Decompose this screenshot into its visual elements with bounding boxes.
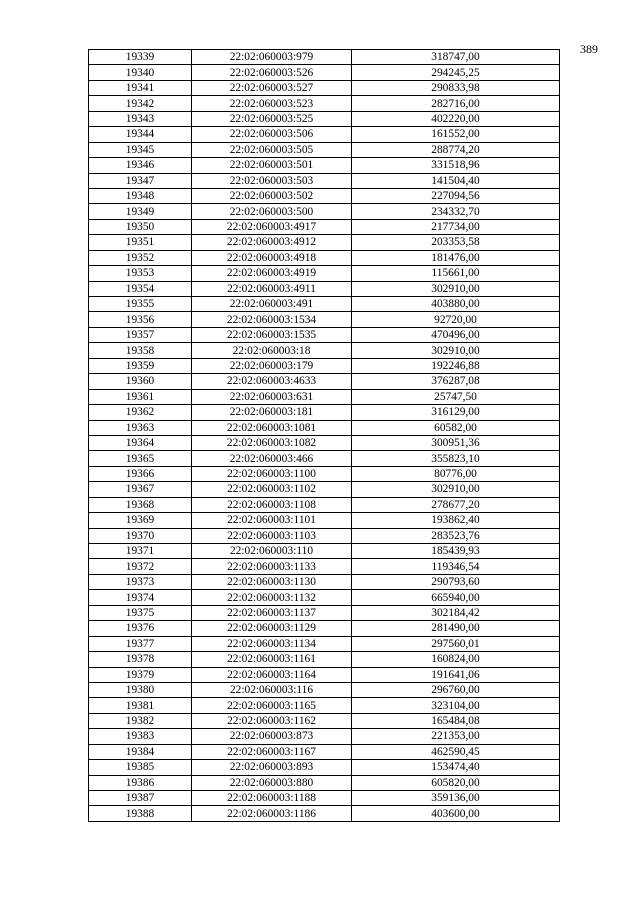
- cadastral-number-cell: 22:02:060003:873: [192, 729, 352, 744]
- cadastral-value-cell: 221353,00: [352, 729, 560, 744]
- cadastral-number-cell: 22:02:060003:500: [192, 204, 352, 219]
- row-number-cell: 19363: [89, 420, 192, 435]
- table-row: [89, 50, 560, 65]
- table-row: [89, 451, 560, 466]
- table-row: [89, 435, 560, 450]
- cadastral-number-cell: 22:02:060003:1137: [192, 605, 352, 620]
- page-number: 389: [580, 42, 598, 56]
- cadastral-value-cell: 141504,40: [352, 173, 560, 188]
- row-number-cell: 19377: [89, 636, 192, 651]
- cadastral-value-cell: 234332,70: [352, 204, 560, 219]
- row-number-cell: 19351: [89, 235, 192, 250]
- cadastral-value-cell: 302910,00: [352, 281, 560, 296]
- cadastral-value-cell: 294245,25: [352, 65, 560, 80]
- table-row: [89, 482, 560, 497]
- cadastral-number-cell: 22:02:060003:4633: [192, 374, 352, 389]
- cadastral-number-cell: 22:02:060003:1162: [192, 713, 352, 728]
- table-row: [89, 621, 560, 636]
- cadastral-value-cell: 290833,98: [352, 80, 560, 95]
- cadastral-number-cell: 22:02:060003:1129: [192, 621, 352, 636]
- table-row: [89, 142, 560, 157]
- row-number-cell: 19366: [89, 466, 192, 481]
- cadastral-value-table: [88, 49, 560, 822]
- cadastral-value-cell: 605820,00: [352, 775, 560, 790]
- row-number-cell: 19372: [89, 559, 192, 574]
- cadastral-value-cell: 288774,20: [352, 142, 560, 157]
- table-row: [89, 559, 560, 574]
- row-number-cell: 19388: [89, 806, 192, 821]
- table-row: [89, 127, 560, 142]
- cadastral-number-cell: 22:02:060003:4919: [192, 266, 352, 281]
- row-number-cell: 19346: [89, 158, 192, 173]
- cadastral-value-cell: 403600,00: [352, 806, 560, 821]
- cadastral-value-cell: 119346,54: [352, 559, 560, 574]
- table-row: [89, 250, 560, 265]
- table-row: [89, 744, 560, 759]
- cadastral-value-cell: 331518,96: [352, 158, 560, 173]
- cadastral-value-cell: 302910,00: [352, 343, 560, 358]
- cadastral-value-cell: 160824,00: [352, 652, 560, 667]
- cadastral-value-cell: 192246,88: [352, 358, 560, 373]
- table-row: [89, 791, 560, 806]
- table-row: [89, 698, 560, 713]
- cadastral-value-cell: 193862,40: [352, 513, 560, 528]
- row-number-cell: 19358: [89, 343, 192, 358]
- row-number-cell: 19376: [89, 621, 192, 636]
- cadastral-value-cell: 462590,45: [352, 744, 560, 759]
- cadastral-number-cell: 22:02:060003:1186: [192, 806, 352, 821]
- row-number-cell: 19364: [89, 435, 192, 450]
- cadastral-number-cell: 22:02:060003:503: [192, 173, 352, 188]
- cadastral-number-cell: 22:02:060003:491: [192, 297, 352, 312]
- row-number-cell: 19368: [89, 497, 192, 512]
- cadastral-number-cell: 22:02:060003:526: [192, 65, 352, 80]
- cadastral-number-cell: 22:02:060003:1100: [192, 466, 352, 481]
- cadastral-value-cell: 282716,00: [352, 96, 560, 111]
- cadastral-number-cell: 22:02:060003:525: [192, 111, 352, 126]
- table-row: [89, 111, 560, 126]
- row-number-cell: 19353: [89, 266, 192, 281]
- cadastral-value-cell: 278677,20: [352, 497, 560, 512]
- cadastral-number-cell: 22:02:060003:1130: [192, 574, 352, 589]
- cadastral-value-cell: 359136,00: [352, 791, 560, 806]
- cadastral-number-cell: 22:02:060003:4911: [192, 281, 352, 296]
- cadastral-number-cell: 22:02:060003:1534: [192, 312, 352, 327]
- cadastral-number-cell: 22:02:060003:466: [192, 451, 352, 466]
- table-row: [89, 420, 560, 435]
- table-row: [89, 266, 560, 281]
- table-row: [89, 327, 560, 342]
- cadastral-number-cell: 22:02:060003:1134: [192, 636, 352, 651]
- row-number-cell: 19385: [89, 760, 192, 775]
- row-number-cell: 19359: [89, 358, 192, 373]
- table-row: [89, 343, 560, 358]
- cadastral-value-cell: 318747,00: [352, 50, 560, 65]
- cadastral-value-cell: 297560,01: [352, 636, 560, 651]
- cadastral-number-cell: 22:02:060003:1108: [192, 497, 352, 512]
- cadastral-value-cell: 92720,00: [352, 312, 560, 327]
- table-row: [89, 158, 560, 173]
- table-row: [89, 760, 560, 775]
- cadastral-value-cell: 290793,60: [352, 574, 560, 589]
- table-row: [89, 513, 560, 528]
- table-row: [89, 389, 560, 404]
- row-number-cell: 19354: [89, 281, 192, 296]
- cadastral-value-cell: 403880,00: [352, 297, 560, 312]
- row-number-cell: 19369: [89, 513, 192, 528]
- row-number-cell: 19367: [89, 482, 192, 497]
- table-row: [89, 80, 560, 95]
- cadastral-value-cell: 300951,36: [352, 435, 560, 450]
- cadastral-value-cell: 60582,00: [352, 420, 560, 435]
- cadastral-value-cell: 185439,93: [352, 544, 560, 559]
- table-row: [89, 605, 560, 620]
- cadastral-number-cell: 22:02:060003:1132: [192, 590, 352, 605]
- table-row: [89, 729, 560, 744]
- table-row: [89, 312, 560, 327]
- cadastral-value-cell: 402220,00: [352, 111, 560, 126]
- cadastral-number-cell: 22:02:060003:18: [192, 343, 352, 358]
- row-number-cell: 19380: [89, 682, 192, 697]
- table-row: [89, 297, 560, 312]
- row-number-cell: 19371: [89, 544, 192, 559]
- table-row: [89, 374, 560, 389]
- table-row: [89, 219, 560, 234]
- row-number-cell: 19341: [89, 80, 192, 95]
- table-row: [89, 775, 560, 790]
- cadastral-number-cell: 22:02:060003:893: [192, 760, 352, 775]
- table-row: [89, 528, 560, 543]
- cadastral-number-cell: 22:02:060003:527: [192, 80, 352, 95]
- cadastral-value-cell: 316129,00: [352, 405, 560, 420]
- row-number-cell: 19343: [89, 111, 192, 126]
- cadastral-number-cell: 22:02:060003:1161: [192, 652, 352, 667]
- cadastral-number-cell: 22:02:060003:110: [192, 544, 352, 559]
- cadastral-value-cell: 296760,00: [352, 682, 560, 697]
- row-number-cell: 19347: [89, 173, 192, 188]
- cadastral-number-cell: 22:02:060003:4918: [192, 250, 352, 265]
- row-number-cell: 19365: [89, 451, 192, 466]
- cadastral-number-cell: 22:02:060003:116: [192, 682, 352, 697]
- table-row: [89, 574, 560, 589]
- cadastral-number-cell: 22:02:060003:501: [192, 158, 352, 173]
- row-number-cell: 19350: [89, 219, 192, 234]
- cadastral-value-cell: 25747,50: [352, 389, 560, 404]
- cadastral-number-cell: 22:02:060003:4917: [192, 219, 352, 234]
- table-row: [89, 188, 560, 203]
- cadastral-value-cell: 283523,76: [352, 528, 560, 543]
- table-row: [89, 358, 560, 373]
- table-row: [89, 405, 560, 420]
- table-row: [89, 590, 560, 605]
- table-row: [89, 497, 560, 512]
- row-number-cell: 19348: [89, 188, 192, 203]
- table-row: [89, 466, 560, 481]
- cadastral-number-cell: 22:02:060003:1081: [192, 420, 352, 435]
- cadastral-value-cell: 203353,58: [352, 235, 560, 250]
- cadastral-number-cell: 22:02:060003:1164: [192, 667, 352, 682]
- cadastral-number-cell: 22:02:060003:1167: [192, 744, 352, 759]
- row-number-cell: 19370: [89, 528, 192, 543]
- cadastral-number-cell: 22:02:060003:502: [192, 188, 352, 203]
- row-number-cell: 19378: [89, 652, 192, 667]
- row-number-cell: 19386: [89, 775, 192, 790]
- row-number-cell: 19381: [89, 698, 192, 713]
- row-number-cell: 19362: [89, 405, 192, 420]
- table-row: [89, 96, 560, 111]
- row-number-cell: 19355: [89, 297, 192, 312]
- cadastral-number-cell: 22:02:060003:506: [192, 127, 352, 142]
- row-number-cell: 19349: [89, 204, 192, 219]
- cadastral-value-cell: 355823,10: [352, 451, 560, 466]
- table-row: [89, 667, 560, 682]
- table-row: [89, 235, 560, 250]
- cadastral-number-cell: 22:02:060003:179: [192, 358, 352, 373]
- table-row: [89, 636, 560, 651]
- cadastral-number-cell: 22:02:060003:1188: [192, 791, 352, 806]
- row-number-cell: 19374: [89, 590, 192, 605]
- cadastral-number-cell: 22:02:060003:4912: [192, 235, 352, 250]
- cadastral-number-cell: 22:02:060003:1103: [192, 528, 352, 543]
- cadastral-number-cell: 22:02:060003:1101: [192, 513, 352, 528]
- cadastral-value-cell: 181476,00: [352, 250, 560, 265]
- cadastral-number-cell: 22:02:060003:1535: [192, 327, 352, 342]
- table-row: [89, 806, 560, 821]
- cadastral-value-cell: 80776,00: [352, 466, 560, 481]
- cadastral-number-cell: 22:02:060003:1082: [192, 435, 352, 450]
- row-number-cell: 19342: [89, 96, 192, 111]
- row-number-cell: 19379: [89, 667, 192, 682]
- cadastral-number-cell: 22:02:060003:979: [192, 50, 352, 65]
- row-number-cell: 19383: [89, 729, 192, 744]
- cadastral-value-cell: 470496,00: [352, 327, 560, 342]
- cadastral-value-cell: 217734,00: [352, 219, 560, 234]
- cadastral-value-cell: 665940,00: [352, 590, 560, 605]
- cadastral-value-cell: 323104,00: [352, 698, 560, 713]
- row-number-cell: 19387: [89, 791, 192, 806]
- row-number-cell: 19382: [89, 713, 192, 728]
- table-row: [89, 173, 560, 188]
- cadastral-number-cell: 22:02:060003:1133: [192, 559, 352, 574]
- table-row: [89, 682, 560, 697]
- row-number-cell: 19361: [89, 389, 192, 404]
- table-body: [89, 50, 560, 822]
- row-number-cell: 19339: [89, 50, 192, 65]
- table-row: [89, 65, 560, 80]
- row-number-cell: 19384: [89, 744, 192, 759]
- cadastral-number-cell: 22:02:060003:631: [192, 389, 352, 404]
- cadastral-value-cell: 153474,40: [352, 760, 560, 775]
- row-number-cell: 19340: [89, 65, 192, 80]
- cadastral-number-cell: 22:02:060003:1102: [192, 482, 352, 497]
- table-row: [89, 281, 560, 296]
- cadastral-value-cell: 161552,00: [352, 127, 560, 142]
- cadastral-value-cell: 191641,06: [352, 667, 560, 682]
- row-number-cell: 19356: [89, 312, 192, 327]
- row-number-cell: 19375: [89, 605, 192, 620]
- table-row: [89, 713, 560, 728]
- cadastral-number-cell: 22:02:060003:181: [192, 405, 352, 420]
- row-number-cell: 19357: [89, 327, 192, 342]
- row-number-cell: 19352: [89, 250, 192, 265]
- cadastral-number-cell: 22:02:060003:880: [192, 775, 352, 790]
- row-number-cell: 19344: [89, 127, 192, 142]
- cadastral-number-cell: 22:02:060003:505: [192, 142, 352, 157]
- cadastral-value-cell: 302910,00: [352, 482, 560, 497]
- cadastral-value-cell: 302184,42: [352, 605, 560, 620]
- cadastral-value-cell: 376287,08: [352, 374, 560, 389]
- row-number-cell: 19373: [89, 574, 192, 589]
- row-number-cell: 19360: [89, 374, 192, 389]
- cadastral-value-cell: 165484,08: [352, 713, 560, 728]
- cadastral-number-cell: 22:02:060003:523: [192, 96, 352, 111]
- table-row: [89, 544, 560, 559]
- cadastral-value-cell: 227094,56: [352, 188, 560, 203]
- table-row: [89, 652, 560, 667]
- cadastral-value-cell: 115661,00: [352, 266, 560, 281]
- cadastral-number-cell: 22:02:060003:1165: [192, 698, 352, 713]
- cadastral-value-cell: 281490,00: [352, 621, 560, 636]
- row-number-cell: 19345: [89, 142, 192, 157]
- table-row: [89, 204, 560, 219]
